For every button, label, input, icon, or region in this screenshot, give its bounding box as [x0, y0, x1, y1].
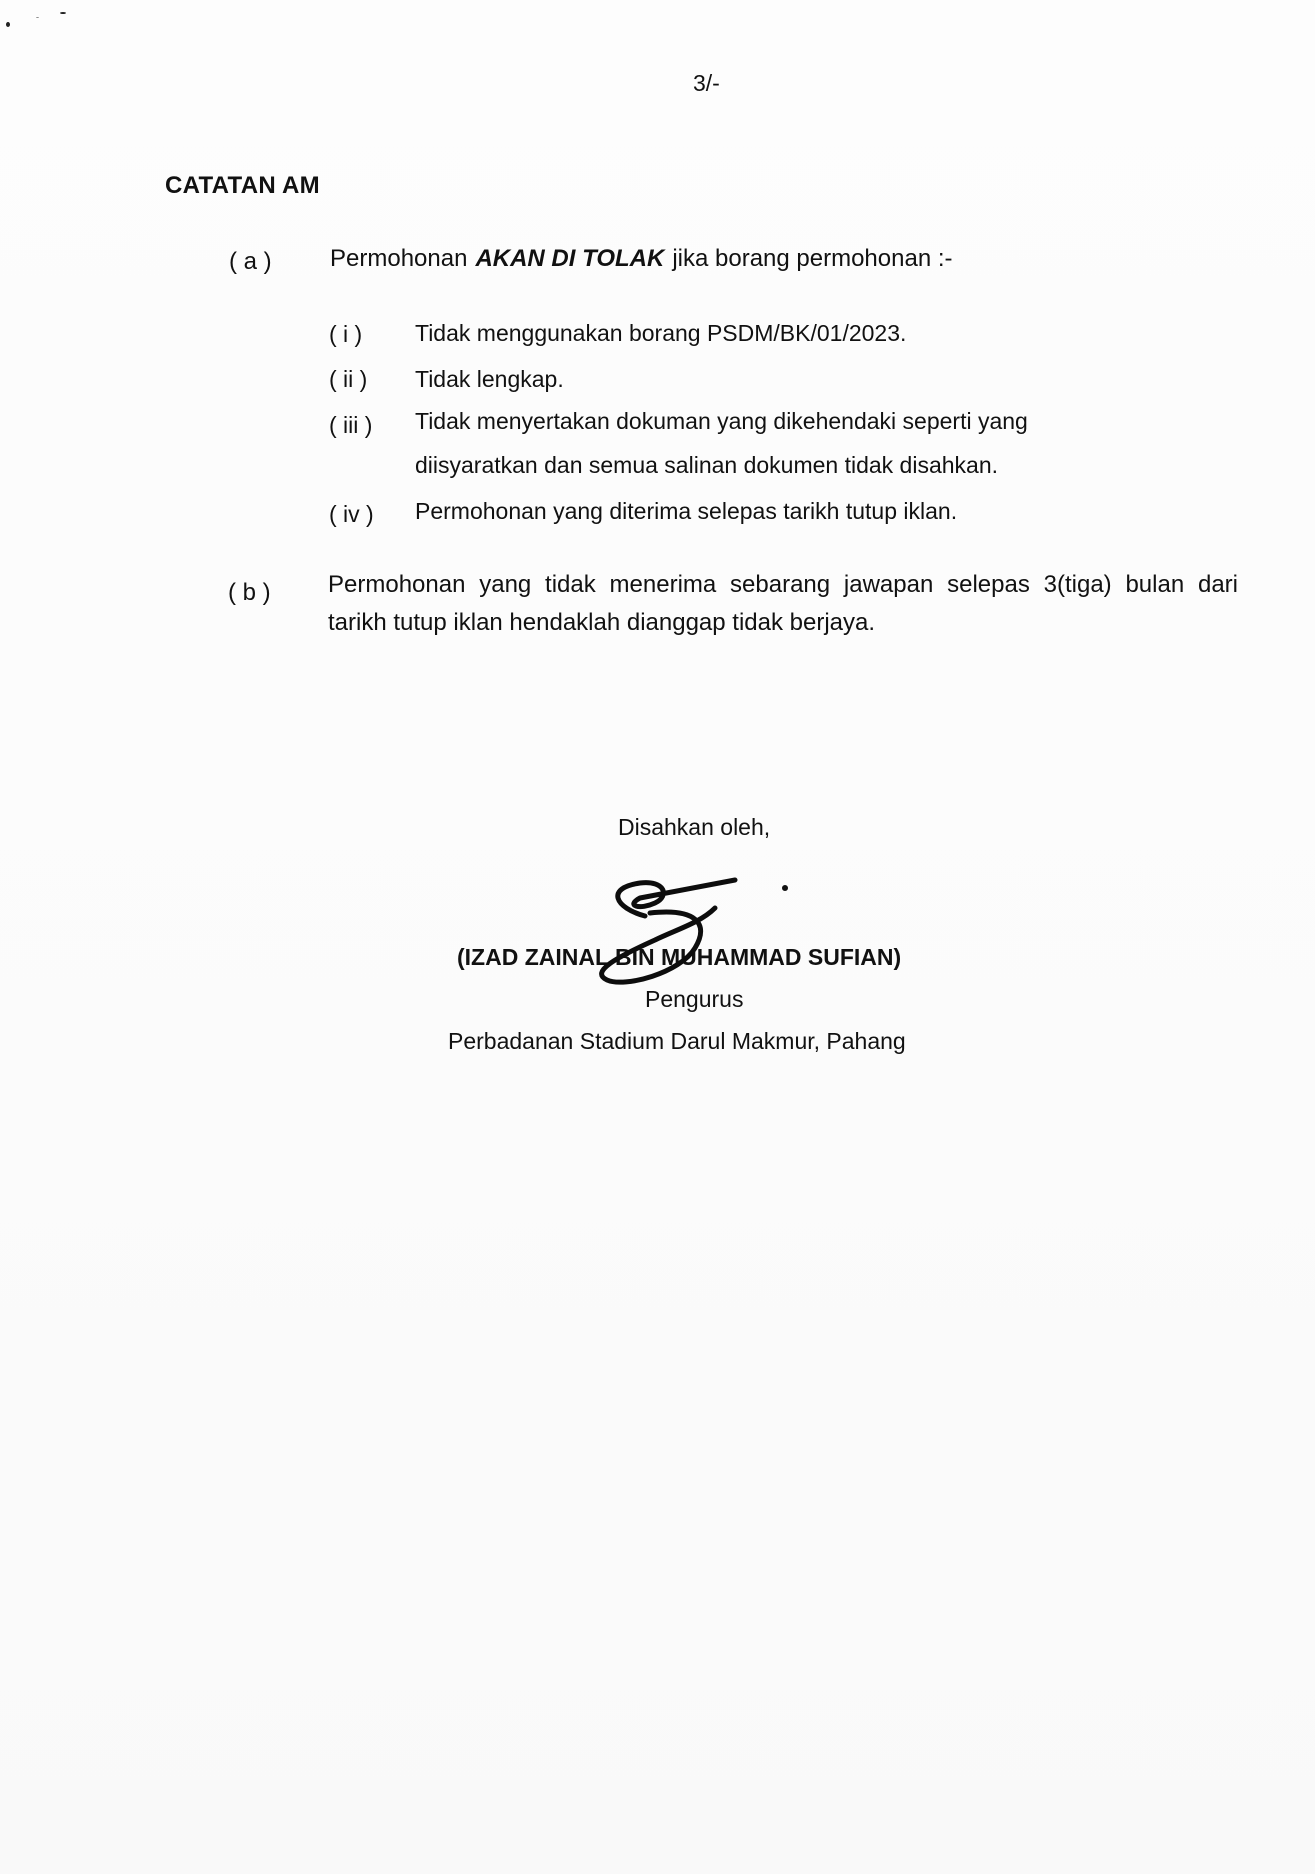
section-a-text	[330, 245, 953, 273]
section-heading: CATATAN AM	[165, 172, 320, 199]
item-i-text: Tidak menggunakan borang PSDM/BK/01/2023.	[415, 320, 907, 346]
section-b-label: ( b )	[228, 579, 271, 606]
item-i-label: ( i )	[329, 321, 363, 347]
item-iii-label: ( iii )	[329, 412, 373, 438]
scan-speck	[6, 22, 10, 27]
section-a-text-after: jika borang permohonan :-	[672, 245, 953, 272]
signer-organization: Perbadanan Stadium Darul Makmur, Pahang	[448, 1028, 906, 1054]
item-iv-text: Permohonan yang diterima selepas tarikh tutup iklan.	[415, 498, 958, 524]
section-a-emphasis: AKAN DI TOLAK	[475, 245, 665, 272]
item-iii-continuation: diisyaratkan dan semua salinan dokumen tidak disahkan.	[415, 452, 999, 478]
item-ii-label: ( ii )	[329, 366, 368, 392]
section-a-text-before: Permohonan	[330, 245, 468, 272]
item-iii-text: Tidak menyertakan dokuman yang dikehendaki seperti yang	[415, 408, 1028, 434]
signer-name: (IZAD ZAINAL BIN MUHAMMAD SUFIAN)	[457, 944, 902, 970]
handwritten-signature	[585, 868, 805, 998]
page-number: 3/-	[693, 70, 720, 96]
item-ii-text: Tidak lengkap.	[415, 366, 564, 392]
confirmed-by-label: Disahkan oleh,	[618, 814, 771, 840]
signer-title: Pengurus	[645, 986, 744, 1012]
section-b-text: Permohonan yang tidak menerima sebarang jawapan selepas 3(tiga) bulan dari tarikh tutup iklan hendaklah dianggap tidak berjaya.	[328, 571, 1238, 636]
item-iv-label: ( iv )	[329, 501, 374, 527]
scan-speck	[60, 12, 66, 14]
section-a-label: ( a )	[229, 248, 272, 275]
scan-speck	[36, 17, 39, 18]
